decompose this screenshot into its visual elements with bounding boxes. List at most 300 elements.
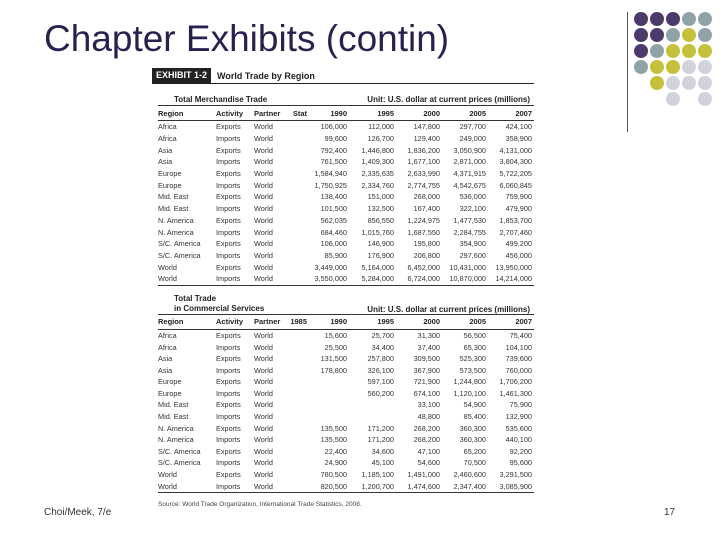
table-cell: Imports xyxy=(216,250,241,260)
column-header: 2000 xyxy=(396,314,442,329)
column-header: 2007 xyxy=(488,106,534,121)
table-cell: Africa xyxy=(158,342,177,352)
column-header: 2007 xyxy=(488,314,534,329)
table-cell: World xyxy=(254,388,273,398)
table-cell: 101,500 xyxy=(320,204,347,214)
table-cell: 1,200,700 xyxy=(349,480,396,492)
table-cell xyxy=(309,376,349,388)
table-cell: 1,244,800 xyxy=(453,377,486,387)
table-cell: 5,284,000 xyxy=(349,273,396,285)
table-cell: 597,100 xyxy=(367,377,394,387)
services-section-header xyxy=(152,292,534,314)
table-cell: 171,200 xyxy=(367,423,394,433)
table-cell: 34,400 xyxy=(371,342,394,352)
table-cell: 4,542,675 xyxy=(453,180,486,190)
table-cell xyxy=(285,411,309,423)
table-cell: 268,200 xyxy=(413,423,440,433)
decorative-dot xyxy=(634,12,648,26)
table-cell: 3,449,000 xyxy=(314,262,347,272)
table-cell: 3,550,000 xyxy=(309,273,349,285)
table-cell: World xyxy=(254,354,273,364)
table-cell: 56,500 xyxy=(463,330,486,340)
table-row xyxy=(158,168,534,180)
table-cell: 322,100 xyxy=(459,204,486,214)
table-cell: 24,900 xyxy=(324,458,347,468)
table-cell: 112,000 xyxy=(368,122,394,132)
table-cell: 104,100 xyxy=(505,342,532,352)
table-cell: N. America xyxy=(158,227,194,237)
table-cell: 4,371,915 xyxy=(453,169,486,179)
table-cell: 358,900 xyxy=(505,134,532,144)
table-cell: 25,500 xyxy=(324,342,347,352)
table-cell: 354,900 xyxy=(459,239,486,249)
table-cell: 1,446,800 xyxy=(361,145,394,155)
table-row xyxy=(158,341,534,353)
table-cell: 1,474,600 xyxy=(396,480,442,492)
table-cell: 92,200 xyxy=(509,446,532,456)
table-cell: 456,000 xyxy=(505,250,532,260)
table-cell: 15,600 xyxy=(324,330,347,340)
title-divider-line xyxy=(627,12,628,132)
table-cell: Imports xyxy=(216,180,241,190)
table-row xyxy=(158,457,534,469)
table-cell xyxy=(285,261,309,273)
table-cell xyxy=(285,133,309,145)
table-cell: World xyxy=(158,273,216,285)
table-cell: 106,000 xyxy=(320,239,347,249)
table-cell xyxy=(285,329,309,341)
column-header: 1995 xyxy=(349,106,396,121)
table-cell: 1,185,100 xyxy=(361,470,394,480)
exhibit-source-note: Source: World Trade Organization, International Trade Statistics, 2008. xyxy=(158,500,362,508)
table-row xyxy=(158,480,534,492)
table-cell: 37,400 xyxy=(417,342,440,352)
table-cell: 206,800 xyxy=(413,250,440,260)
exhibit-header xyxy=(152,68,534,84)
table-cell: 1,584,940 xyxy=(314,169,347,179)
table-row xyxy=(158,422,534,434)
table-cell xyxy=(285,353,309,365)
table-cell: World xyxy=(254,204,273,214)
merchandise-unit-label: Unit: U.S. dollar at current prices (millions) xyxy=(367,95,530,104)
decorative-dot xyxy=(666,76,680,90)
table-cell: 54,900 xyxy=(463,400,486,410)
decorative-dot xyxy=(682,12,696,26)
table-cell xyxy=(285,144,309,156)
table-cell: Exports xyxy=(216,122,241,132)
table-cell: 367,900 xyxy=(413,365,440,375)
table-cell xyxy=(285,121,309,133)
table-cell: 195,800 xyxy=(413,239,440,249)
table-row xyxy=(158,353,534,365)
table-row xyxy=(158,144,534,156)
table-cell: 684,460 xyxy=(320,227,347,237)
table-cell: 151,000 xyxy=(367,192,394,202)
table-cell: 3,050,900 xyxy=(453,145,486,155)
decorative-dot xyxy=(698,92,712,106)
table-cell: Imports xyxy=(216,134,241,144)
table-cell: 147,800 xyxy=(413,122,440,132)
table-cell: 326,100 xyxy=(367,365,394,375)
table-cell: 13,950,000 xyxy=(495,262,532,272)
table-cell: 297,600 xyxy=(459,250,486,260)
table-cell: 535,600 xyxy=(505,423,532,433)
table-cell xyxy=(349,411,396,423)
table-cell: 132,500 xyxy=(367,204,394,214)
table-row xyxy=(158,411,534,423)
table-cell: Imports xyxy=(216,388,241,398)
table-cell: 759,900 xyxy=(505,192,532,202)
column-header: 1995 xyxy=(349,314,396,329)
column-header: Activity xyxy=(216,106,254,121)
table-cell xyxy=(285,156,309,168)
table-cell: World xyxy=(254,480,285,492)
table-row xyxy=(158,261,534,273)
table-cell: Mid. East xyxy=(158,412,189,422)
table-row xyxy=(158,191,534,203)
table-cell: 674,100 xyxy=(413,388,440,398)
table-cell xyxy=(285,388,309,400)
table-cell: 2,774,755 xyxy=(407,180,440,190)
merchandise-trade-table xyxy=(158,105,534,286)
table-cell xyxy=(285,469,309,481)
table-cell: N. America xyxy=(158,435,194,445)
table-cell: Africa xyxy=(158,122,177,132)
table-row xyxy=(158,434,534,446)
merchandise-section-header xyxy=(152,95,534,105)
table-cell: 3,804,300 xyxy=(499,157,532,167)
footer-author: Choi/Meek, 7/e xyxy=(44,507,112,518)
table-cell: 440,100 xyxy=(505,435,532,445)
table-cell: 14,214,000 xyxy=(488,273,534,285)
table-cell: 65,300 xyxy=(463,342,486,352)
table-cell: Mid. East xyxy=(158,204,189,214)
table-cell: 1,224,975 xyxy=(407,215,440,225)
table-cell: 167,400 xyxy=(413,204,440,214)
table-cell: 10,431,000 xyxy=(449,262,486,272)
table-cell: 70,500 xyxy=(463,458,486,468)
table-cell: Europe xyxy=(158,377,182,387)
table-cell: 45,100 xyxy=(371,458,394,468)
table-cell xyxy=(285,203,309,215)
table-cell xyxy=(285,215,309,227)
decorative-dot xyxy=(682,44,696,58)
column-header: Partner xyxy=(254,106,285,121)
table-row xyxy=(158,179,534,191)
table-cell: 146,900 xyxy=(367,239,394,249)
table-cell: 1,836,200 xyxy=(407,145,440,155)
table-cell: Imports xyxy=(216,227,241,237)
table-cell: World xyxy=(254,227,273,237)
table-cell: 268,000 xyxy=(413,192,440,202)
table-cell: World xyxy=(254,330,273,340)
table-cell: Exports xyxy=(216,446,241,456)
table-cell: World xyxy=(254,239,273,249)
table-cell: 2,347,400 xyxy=(442,480,488,492)
table-row xyxy=(158,156,534,168)
table-cell: Exports xyxy=(216,423,241,433)
table-cell: Europe xyxy=(158,388,182,398)
table-row xyxy=(158,329,534,341)
table-cell: 536,000 xyxy=(459,192,486,202)
table-cell: Asia xyxy=(158,365,173,375)
table-cell: 792,400 xyxy=(320,145,347,155)
column-header: Region xyxy=(158,314,216,329)
table-cell: Exports xyxy=(216,354,241,364)
table-cell: Imports xyxy=(216,365,241,375)
column-header: 2005 xyxy=(442,106,488,121)
table-cell: 5,722,205 xyxy=(499,169,532,179)
column-header: 2000 xyxy=(396,106,442,121)
table-cell: World xyxy=(158,470,177,480)
table-cell: World xyxy=(254,122,273,132)
table-cell: 6,060,845 xyxy=(499,180,532,190)
column-header: Region xyxy=(158,106,216,121)
table-cell: World xyxy=(254,250,273,260)
exhibit-tag: EXHIBIT 1-2 xyxy=(152,68,211,83)
table-cell: 1,015,760 xyxy=(361,227,394,237)
table-cell: 54,600 xyxy=(417,458,440,468)
table-cell: World xyxy=(254,435,273,445)
table-row xyxy=(158,238,534,250)
table-cell: Imports xyxy=(216,342,241,352)
table-cell: 739,600 xyxy=(505,354,532,364)
exhibit-image xyxy=(152,68,534,514)
table-cell: World xyxy=(254,273,285,285)
table-cell xyxy=(285,376,309,388)
table-cell: World xyxy=(254,157,273,167)
column-header: 2005 xyxy=(442,314,488,329)
table-row xyxy=(158,388,534,400)
table-cell xyxy=(309,399,349,411)
table-cell xyxy=(309,388,349,400)
column-header: 1990 xyxy=(309,106,349,121)
table-cell: 249,000 xyxy=(459,134,486,144)
table-cell: 2,335,635 xyxy=(361,169,394,179)
table-cell: 85,900 xyxy=(324,250,347,260)
decorative-dot xyxy=(666,60,680,74)
table-cell: 1,461,300 xyxy=(499,388,532,398)
table-cell: S/C. America xyxy=(158,250,201,260)
table-cell: Imports xyxy=(216,435,241,445)
table-cell: 34,600 xyxy=(371,446,394,456)
table-cell: World xyxy=(254,180,273,190)
table-row xyxy=(158,273,534,285)
table-cell xyxy=(285,179,309,191)
page-number: 17 xyxy=(664,507,676,518)
table-cell: Imports xyxy=(216,480,254,492)
decorative-dot xyxy=(650,44,664,58)
column-header: 1990 xyxy=(309,314,349,329)
table-cell: Exports xyxy=(216,192,241,202)
table-cell: 65,200 xyxy=(463,446,486,456)
table-cell: 22,400 xyxy=(324,446,347,456)
table-cell: World xyxy=(254,400,273,410)
table-cell: Imports xyxy=(216,458,241,468)
table-cell: 479,900 xyxy=(505,204,532,214)
table-cell: 2,633,990 xyxy=(407,169,440,179)
table-cell: 499,200 xyxy=(505,239,532,249)
decorative-dot xyxy=(634,44,648,58)
table-cell: World xyxy=(254,342,273,352)
exhibit-title: World Trade by Region xyxy=(217,70,315,81)
table-cell xyxy=(285,168,309,180)
table-cell: World xyxy=(254,412,273,422)
table-cell: 525,300 xyxy=(459,354,486,364)
table-cell: 1,677,100 xyxy=(407,157,440,167)
table-cell: 1,706,200 xyxy=(499,377,532,387)
table-cell: 176,900 xyxy=(367,250,394,260)
table-cell: World xyxy=(254,470,273,480)
decorative-dot xyxy=(666,44,680,58)
table-row xyxy=(158,203,534,215)
table-cell: 856,550 xyxy=(367,215,394,225)
table-cell: 2,284,755 xyxy=(453,227,486,237)
table-cell: World xyxy=(254,134,273,144)
table-cell: Mid. East xyxy=(158,400,189,410)
column-header: 1985 xyxy=(285,314,309,329)
table-cell xyxy=(285,399,309,411)
table-row xyxy=(158,133,534,145)
table-cell: 424,100 xyxy=(505,122,532,132)
table-cell: 1,120,100 xyxy=(453,388,486,398)
table-cell: 6,452,000 xyxy=(407,262,440,272)
table-cell xyxy=(285,238,309,250)
table-cell: World xyxy=(158,480,216,492)
table-cell: 721,900 xyxy=(413,377,440,387)
column-header: Activity xyxy=(216,314,254,329)
table-cell: World xyxy=(254,169,273,179)
table-cell: 268,200 xyxy=(413,435,440,445)
table-cell: Asia xyxy=(158,145,173,155)
table-cell: 1,853,700 xyxy=(499,215,532,225)
decorative-dot xyxy=(650,60,664,74)
decorative-dot xyxy=(634,60,648,74)
table-row xyxy=(158,226,534,238)
decorative-dot xyxy=(682,60,696,74)
table-cell xyxy=(285,273,309,285)
table-cell: Exports xyxy=(216,262,241,272)
table-cell: World xyxy=(254,145,273,155)
table-cell xyxy=(349,399,396,411)
decorative-dot xyxy=(650,76,664,90)
table-cell: 178,800 xyxy=(320,365,347,375)
table-cell xyxy=(285,422,309,434)
table-row xyxy=(158,446,534,458)
services-section-title xyxy=(174,294,264,314)
services-title-line-1: Total Trade xyxy=(174,293,217,303)
table-cell: Africa xyxy=(158,330,177,340)
table-cell: Asia xyxy=(158,157,173,167)
table-cell xyxy=(285,341,309,353)
services-unit-label: Unit: U.S. dollar at current prices (millions) xyxy=(367,304,530,314)
table-row xyxy=(158,215,534,227)
table-cell: Exports xyxy=(216,400,241,410)
table-cell: 309,500 xyxy=(413,354,440,364)
table-row xyxy=(158,399,534,411)
table-cell: Exports xyxy=(216,215,241,225)
table-cell: 761,500 xyxy=(320,157,347,167)
decorative-dot xyxy=(698,44,712,58)
table-cell: 47,100 xyxy=(417,446,440,456)
table-cell xyxy=(285,191,309,203)
table-cell: 360,300 xyxy=(459,423,486,433)
table-cell: World xyxy=(254,423,273,433)
table-cell: 780,500 xyxy=(320,470,347,480)
table-cell: 85,400 xyxy=(463,412,486,422)
table-cell: 820,500 xyxy=(309,480,349,492)
decorative-dot xyxy=(666,92,680,106)
table-cell: Exports xyxy=(216,377,241,387)
table-cell: 138,400 xyxy=(320,192,347,202)
table-cell: Imports xyxy=(216,157,241,167)
table-cell: 132,900 xyxy=(505,412,532,422)
table-cell: 131,500 xyxy=(320,354,347,364)
table-cell: 75,900 xyxy=(509,400,532,410)
table-cell: Exports xyxy=(216,169,241,179)
table-cell: 126,700 xyxy=(367,134,394,144)
table-cell: 1,687,550 xyxy=(407,227,440,237)
table-cell: 135,500 xyxy=(320,435,347,445)
table-cell: 25,700 xyxy=(371,330,394,340)
table-cell: 95,600 xyxy=(509,458,532,468)
decorative-dot xyxy=(698,76,712,90)
table-cell: 129,400 xyxy=(413,134,440,144)
table-cell xyxy=(309,411,349,423)
table-cell: Imports xyxy=(216,204,241,214)
table-cell: Europe xyxy=(158,180,182,190)
table-cell: 1,491,000 xyxy=(407,470,440,480)
decorative-dot xyxy=(634,28,648,42)
table-cell: 6,724,000 xyxy=(396,273,442,285)
table-cell: 31,300 xyxy=(417,330,440,340)
table-cell: 562,035 xyxy=(320,215,347,225)
decorative-dot xyxy=(698,28,712,42)
slide-title: Chapter Exhibits (contin) xyxy=(44,18,450,59)
table-cell: 1,409,300 xyxy=(361,157,394,167)
table-cell: Imports xyxy=(216,273,254,285)
services-title-line-2: in Commercial Services xyxy=(174,303,265,313)
table-cell: 33,100 xyxy=(417,400,440,410)
table-cell: 560,200 xyxy=(367,388,394,398)
table-cell: 106,000 xyxy=(320,122,347,132)
table-cell: World xyxy=(254,377,273,387)
table-cell: World xyxy=(158,262,177,272)
table-cell: 297,700 xyxy=(459,122,486,132)
table-cell: Africa xyxy=(158,134,177,144)
decorative-dot xyxy=(682,76,696,90)
table-cell: 4,131,000 xyxy=(499,145,532,155)
column-header: Stat xyxy=(285,106,309,121)
table-cell: Exports xyxy=(216,330,241,340)
table-row xyxy=(158,376,534,388)
table-cell: 360,300 xyxy=(459,435,486,445)
table-cell: S/C. America xyxy=(158,458,201,468)
decorative-dot xyxy=(666,12,680,26)
table-cell: 1,477,530 xyxy=(453,215,486,225)
table-cell: 3,085,900 xyxy=(488,480,534,492)
decorative-dot xyxy=(666,28,680,42)
table-cell: 171,200 xyxy=(367,435,394,445)
table-row xyxy=(158,469,534,481)
table-cell xyxy=(285,364,309,376)
table-cell: 3,291,500 xyxy=(499,470,532,480)
table-cell: 99,600 xyxy=(324,134,347,144)
table-cell: 135,500 xyxy=(320,423,347,433)
table-cell: 760,000 xyxy=(505,365,532,375)
table-cell: Exports xyxy=(216,239,241,249)
table-row xyxy=(158,364,534,376)
